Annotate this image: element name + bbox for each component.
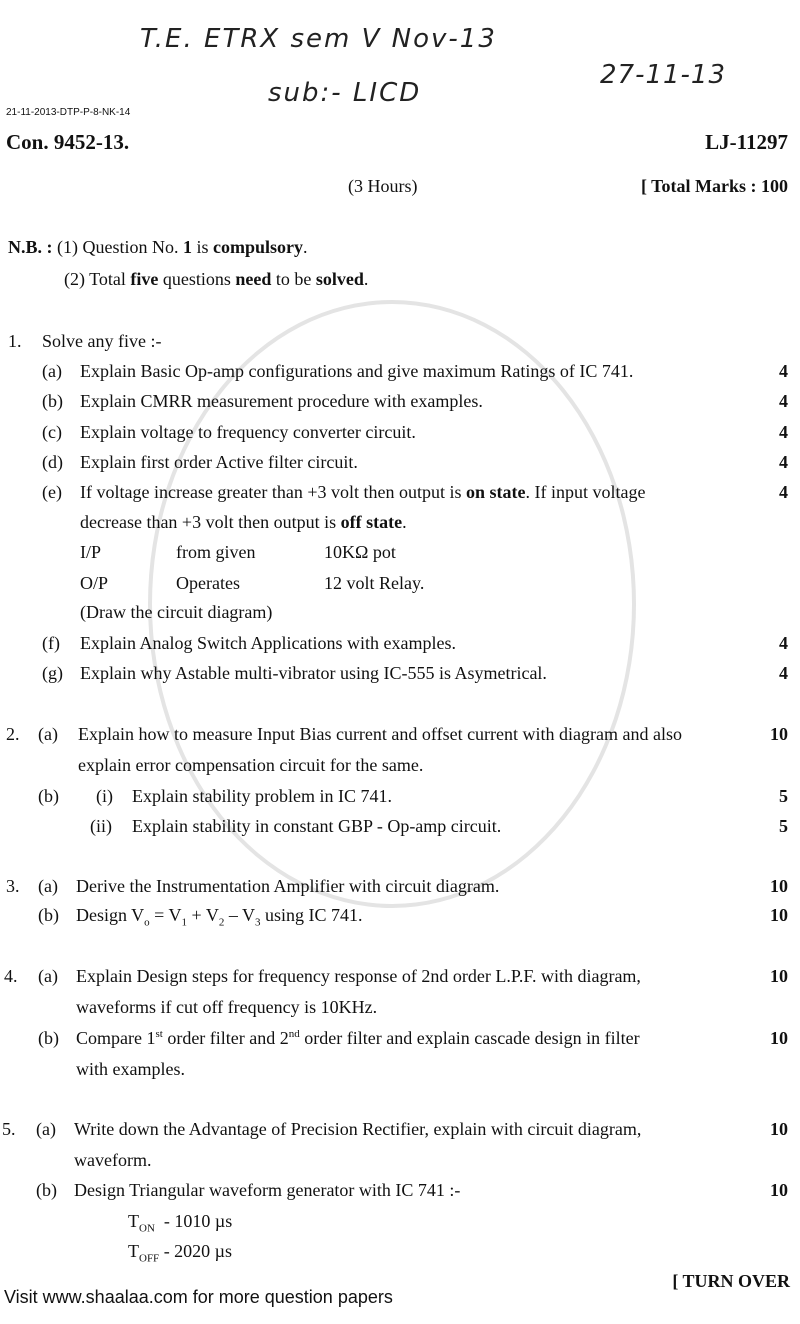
text-cont: with examples. xyxy=(76,1059,185,1079)
marks: 4 xyxy=(779,391,788,411)
note-2: (2) Total five questions need to be solved. xyxy=(64,269,369,289)
note-1: N.B. : (1) Question No. 1 is compulsory. xyxy=(8,237,308,257)
op-label: O/P xyxy=(80,573,109,593)
op-value: 12 volt Relay. xyxy=(324,573,425,593)
label: (b) xyxy=(42,391,63,411)
q4-number: 4. xyxy=(4,966,18,986)
text: Write down the Advantage of Precision Rectifier, explain with circuit diagram, xyxy=(74,1119,642,1139)
op-from: Operates xyxy=(176,573,240,593)
label: (a) xyxy=(42,361,62,381)
text: Explain how to measure Input Bias current and offset current with diagram and also xyxy=(78,724,682,744)
total-marks: [ Total Marks : 100 xyxy=(640,176,788,196)
label: (a) xyxy=(38,876,58,896)
text: Explain why Astable multi-vibrator using IC-555 is Asymetrical. xyxy=(80,663,547,683)
ip-from: from given xyxy=(176,542,256,562)
label: (b) xyxy=(38,786,59,806)
handwritten-subject: sub:- LICD xyxy=(268,78,422,108)
text-cont: waveforms if cut off frequency is 10KHz. xyxy=(76,997,378,1017)
label: (b) xyxy=(38,1028,59,1048)
paper-id: LJ-11297 xyxy=(705,130,788,154)
print-code: 21-11-2013-DTP-P-8-NK-14 xyxy=(6,107,131,118)
ip-value: 10KΩ pot xyxy=(324,542,396,562)
text: Explain first order Active filter circuit. xyxy=(80,452,358,472)
marks: 4 xyxy=(779,361,788,381)
label: (d) xyxy=(42,452,63,472)
text-cont: waveform. xyxy=(74,1150,152,1170)
marks: 10 xyxy=(770,966,788,986)
q2-number: 2. xyxy=(6,724,20,744)
text: Explain voltage to frequency converter circuit. xyxy=(80,422,416,442)
marks: 10 xyxy=(770,1028,788,1048)
ip-label: I/P xyxy=(80,542,102,562)
t-on: $T_{ON} - 1010$ µs xyxy=(128,1211,233,1235)
q1-title: Solve any five :- xyxy=(42,331,162,351)
label: (a) xyxy=(38,724,58,744)
handwritten-date: 27-11-13 xyxy=(600,60,727,90)
t-off: $T_{OFF} - 2020$ µs xyxy=(128,1241,233,1265)
text: If voltage increase greater than +3 volt then output is on state. If input voltage xyxy=(80,482,646,502)
text: Explain stability problem in IC 741. xyxy=(132,786,392,806)
label: (a) xyxy=(38,966,58,986)
sub-label: (ii) xyxy=(90,816,112,836)
marks: 4 xyxy=(779,452,788,472)
marks: 4 xyxy=(779,422,788,442)
marks: 10 xyxy=(770,905,788,925)
marks: 5 xyxy=(779,786,788,806)
text: Design $V_o = V_1 + V_2 - V_3$ using IC 741. xyxy=(76,905,363,929)
q5-number: 5. xyxy=(2,1119,16,1139)
marks: 4 xyxy=(779,663,788,683)
sub-label: (i) xyxy=(96,786,113,806)
label: (a) xyxy=(36,1119,56,1139)
marks: 10 xyxy=(770,876,788,896)
marks: 5 xyxy=(779,816,788,836)
text: Explain stability in constant GBP - Op-amp circuit. xyxy=(132,816,502,836)
text: Explain Basic Op-amp configurations and give maximum Ratings of IC 741. xyxy=(80,361,634,381)
q3-number: 3. xyxy=(6,876,20,896)
label: (b) xyxy=(38,905,59,925)
label: (g) xyxy=(42,663,63,683)
text: Compare 1st order filter and 2nd order filter and explain cascade design in filter xyxy=(76,1028,640,1048)
marks: 10 xyxy=(770,1180,788,1200)
label: (e) xyxy=(42,482,62,502)
note: (Draw the circuit diagram) xyxy=(80,602,273,622)
text: Explain Design steps for frequency response of 2nd order L.P.F. with diagram, xyxy=(76,966,641,986)
text-cont: decrease than +3 volt then output is off state. xyxy=(80,512,407,532)
label: (c) xyxy=(42,422,62,442)
text: Explain CMRR measurement procedure with examples. xyxy=(80,391,483,411)
con-number: Con. 9452-13. xyxy=(6,130,130,154)
text: Design Triangular waveform generator with IC 741 :- xyxy=(74,1180,461,1200)
footer-link[interactable]: Visit www.shaalaa.com for more question papers xyxy=(4,1287,393,1307)
marks: 10 xyxy=(770,724,788,744)
duration: (3 Hours) xyxy=(348,176,418,196)
q1-number: 1. xyxy=(8,331,22,351)
label: (b) xyxy=(36,1180,57,1200)
label: (f) xyxy=(42,633,60,653)
text: Explain Analog Switch Applications with examples. xyxy=(80,633,456,653)
marks: 4 xyxy=(779,633,788,653)
marks: 4 xyxy=(779,482,788,502)
handwritten-title: T.E. ETRX sem V Nov-13 xyxy=(140,24,497,54)
marks: 10 xyxy=(770,1119,788,1139)
text: Derive the Instrumentation Amplifier with circuit diagram. xyxy=(76,876,500,896)
turn-over: [ TURN OVER xyxy=(672,1271,790,1291)
text-cont: explain error compensation circuit for the same. xyxy=(78,755,424,775)
